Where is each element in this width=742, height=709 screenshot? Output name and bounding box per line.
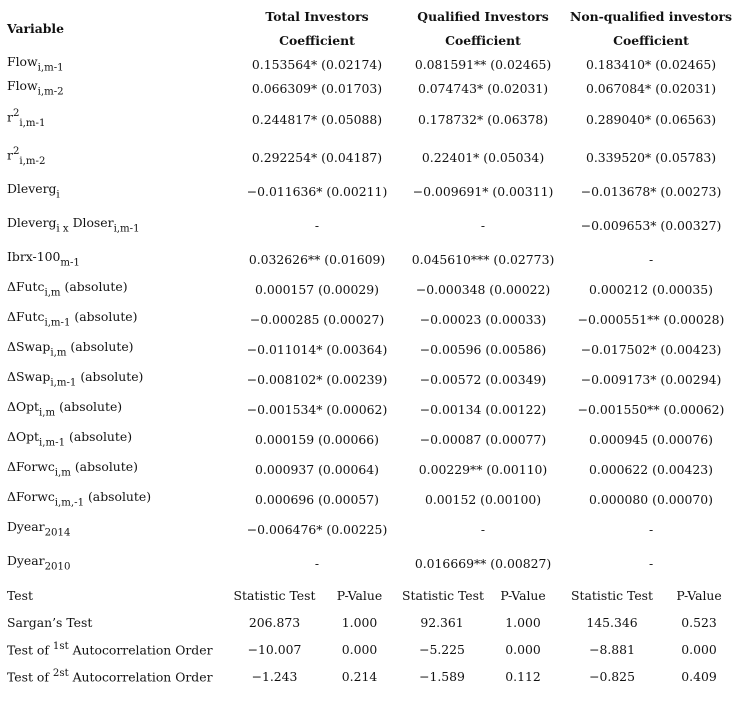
variable-name-cell xyxy=(4,52,232,76)
coefficient-cell: 0.000937 (0.00064) xyxy=(255,461,379,477)
coefficient-cell: 0.178732* (0.06378) xyxy=(417,111,549,127)
coefficient-cell: −0.00134 (0.00122) xyxy=(419,401,547,417)
variable-subscript: i,m-1 xyxy=(39,437,66,449)
coefficient-header-total: Coefficient xyxy=(279,32,355,48)
coefficient-cell: 0.000622 (0.00423) xyxy=(589,461,714,477)
variable-term: ΔFutc xyxy=(7,309,45,325)
variable-name-cell xyxy=(4,484,232,514)
statistic-value-cell: 145.346 xyxy=(586,615,638,630)
coefficient-cell: - xyxy=(480,521,486,537)
variable-row xyxy=(4,206,738,244)
coefficient-cell: −0.009653* (0.00327) xyxy=(580,217,722,233)
test-order-superscript: 2st xyxy=(52,668,69,680)
p-value-cell: 0.000 xyxy=(681,642,717,657)
variable-header: Variable xyxy=(7,20,65,36)
variable-term: Dyear xyxy=(7,519,45,535)
coefficient-cell: −0.000285 (0.00027) xyxy=(249,311,385,327)
coefficient-cell: −0.001534* (0.00062) xyxy=(246,401,388,417)
statistic-test-header: Statistic Test xyxy=(402,588,484,603)
coefficient-cell: −0.006476* (0.00225) xyxy=(246,521,388,537)
coefficient-cell: −0.008102* (0.00239) xyxy=(246,371,388,387)
coefficient-cell: 0.153564* (0.02174) xyxy=(251,56,383,72)
variable-suffix: (absolute) xyxy=(65,429,133,445)
coefficient-cell: −0.017502* (0.00423) xyxy=(580,341,722,357)
variable-suffix: (absolute) xyxy=(76,369,144,385)
coefficient-cell: −0.013678* (0.00273) xyxy=(580,183,722,199)
variable-subscript: i,m-2 xyxy=(37,86,64,98)
statistic-value-cell: 92.361 xyxy=(420,615,464,630)
p-value-cell: 0.000 xyxy=(505,642,541,657)
variable-name-cell xyxy=(4,544,232,582)
coefficient-cell: 0.000212 (0.00035) xyxy=(589,281,714,297)
group-header-nonqualified: Non-qualified investors xyxy=(570,8,733,24)
coefficient-cell: −0.001550** (0.00062) xyxy=(577,401,725,417)
variable-name-cell xyxy=(4,138,232,176)
variable-suffix: (absolute) xyxy=(70,459,138,475)
statistic-value-cell: −5.225 xyxy=(419,642,465,657)
test-row xyxy=(4,663,738,690)
coefficient-cell: −0.00596 (0.00586) xyxy=(419,341,547,357)
variable-row xyxy=(4,274,738,304)
coefficient-cell: 0.074743* (0.02031) xyxy=(417,80,549,96)
test-name-cell xyxy=(4,663,232,690)
coefficient-cell: 0.00152 (0.00100) xyxy=(424,491,542,507)
variable-subscript: i x xyxy=(56,223,69,235)
coefficient-cell: −0.00572 (0.00349) xyxy=(419,371,547,387)
variable-subscript: i,m-1 xyxy=(44,317,71,329)
variable-row xyxy=(4,514,738,544)
statistic-value-cell: 206.873 xyxy=(248,615,301,630)
coefficient-cell: - xyxy=(314,217,320,233)
p-value-cell: 0.214 xyxy=(341,669,378,684)
variable-subscript: i,m-1 xyxy=(37,62,64,74)
variable-subscript: i,m-1 xyxy=(50,377,77,389)
variable-suffix: (absolute) xyxy=(84,489,152,505)
statistic-test-header: Statistic Test xyxy=(233,588,316,603)
variable-term: ΔForwc xyxy=(7,489,55,505)
coefficient-cell: 0.000080 (0.00070) xyxy=(589,491,714,507)
coefficient-cell: 0.183410* (0.02465) xyxy=(585,56,717,72)
group-header-total: Total Investors xyxy=(265,8,369,24)
coefficient-cell: 0.22401* (0.05034) xyxy=(421,149,545,165)
variable-subscript: i xyxy=(56,189,60,201)
variable-row xyxy=(4,394,738,424)
variable-name-cell xyxy=(4,364,232,394)
variable-subscript: i,m xyxy=(44,287,61,299)
coefficient-cell: 0.045610*** (0.02773) xyxy=(411,251,555,267)
p-value-cell: 1.000 xyxy=(341,615,378,630)
variable-superscript: 2 xyxy=(12,108,20,120)
group-header-qualified: Qualified Investors xyxy=(417,8,549,24)
variable-name-cell xyxy=(4,304,232,334)
p-value-cell: 0.409 xyxy=(681,669,717,684)
variable-subscript: i,m xyxy=(54,467,71,479)
coefficient-cell: 0.000945 (0.00076) xyxy=(589,431,714,447)
variable-name-cell xyxy=(4,76,232,100)
variable-suffix: (absolute) xyxy=(70,309,138,325)
p-value-header: P-Value xyxy=(336,588,383,603)
coefficient-header-nonqualified: Coefficient xyxy=(613,32,689,48)
variable-name-cell xyxy=(4,100,232,138)
variable-name-cell xyxy=(4,394,232,424)
variable-row xyxy=(4,334,738,364)
variable-suffix: (absolute) xyxy=(66,339,134,355)
p-value-header: P-Value xyxy=(676,588,722,603)
variable-term: ΔFutc xyxy=(7,279,45,295)
test-name: Test of xyxy=(7,642,53,658)
statistic-value-cell: −0.825 xyxy=(589,669,635,684)
coefficient-cell: 0.066309* (0.01703) xyxy=(251,80,383,96)
test-header-row xyxy=(4,582,738,609)
variable-term: Dleverg xyxy=(7,181,57,197)
test-row xyxy=(4,609,738,636)
variable-subscript: m-1 xyxy=(60,257,80,269)
coefficient-cell: −0.011636* (0.00211) xyxy=(246,183,388,199)
coefficient-cell: −0.00023 (0.00033) xyxy=(419,311,547,327)
coefficient-cell: 0.000159 (0.00066) xyxy=(255,431,379,447)
variable-suffix: (absolute) xyxy=(60,279,128,295)
coefficient-cell: −0.009173* (0.00294) xyxy=(580,371,722,387)
coefficient-header-qualified: Coefficient xyxy=(445,32,521,48)
header-row-groups xyxy=(4,4,738,28)
variable-row xyxy=(4,176,738,206)
coefficient-cell: - xyxy=(480,217,486,233)
variable-term: Flow xyxy=(7,54,38,70)
variable-subscript: i,m-1 xyxy=(113,223,140,235)
variable-row xyxy=(4,138,738,176)
coefficient-cell: 0.016669** (0.00827) xyxy=(414,555,552,571)
variable-term: Dyear xyxy=(7,553,45,569)
variable-name-cell xyxy=(4,514,232,544)
variable-name-cell xyxy=(4,424,232,454)
variable-row xyxy=(4,76,738,100)
variable-row xyxy=(4,52,738,76)
variable-name-cell xyxy=(4,334,232,364)
test-name-suffix: Autocorrelation Order xyxy=(68,642,213,658)
variable-row xyxy=(4,484,738,514)
statistic-value-cell: −10.007 xyxy=(247,642,302,657)
coefficient-cell: 0.000696 (0.00057) xyxy=(255,491,379,507)
statistic-value-cell: −1.243 xyxy=(251,669,298,684)
statistic-test-header: Statistic Test xyxy=(571,588,653,603)
coefficient-cell: 0.032626** (0.01609) xyxy=(248,251,386,267)
p-value-cell: 0.523 xyxy=(681,615,717,630)
p-value-cell: 0.112 xyxy=(505,669,541,684)
statistic-value-cell: −1.589 xyxy=(419,669,465,684)
variable-suffix: (absolute) xyxy=(55,399,123,415)
test-name-suffix: Autocorrelation Order xyxy=(68,669,213,685)
variable-term: Ibrx-100 xyxy=(7,249,61,265)
test-row xyxy=(4,636,738,663)
variable-term: ΔForwc xyxy=(7,459,55,475)
variable-name-cell xyxy=(4,454,232,484)
variable-row xyxy=(4,100,738,138)
variable-subscript: i,m-1 xyxy=(19,118,46,130)
test-header-label: Test xyxy=(7,588,33,603)
variable-term: r xyxy=(7,148,13,163)
test-name: Sargan’s Test xyxy=(7,615,93,630)
p-value-cell: 0.000 xyxy=(341,642,378,657)
variable-term: ΔSwap xyxy=(7,369,51,385)
coefficient-cell: −0.011014* (0.00364) xyxy=(246,341,388,357)
variable-subscript: i,m xyxy=(50,347,67,359)
coefficient-cell: 0.292254* (0.04187) xyxy=(251,149,383,165)
variable-row xyxy=(4,244,738,274)
variable-name-cell xyxy=(4,274,232,304)
variable-row xyxy=(4,454,738,484)
test-name: Test of xyxy=(7,669,53,685)
variable-term: ΔOpt xyxy=(7,429,40,445)
statistic-value-cell: −8.881 xyxy=(589,642,635,657)
test-name-cell xyxy=(4,636,232,663)
coefficient-cell: - xyxy=(648,251,654,267)
coefficient-cell: 0.289040* (0.06563) xyxy=(585,111,717,127)
coefficient-cell: 0.067084* (0.02031) xyxy=(585,80,717,96)
coefficient-cell: −0.000551** (0.00028) xyxy=(577,311,725,327)
regression-results-table xyxy=(4,4,738,690)
variable-term: r xyxy=(7,110,13,125)
variable-subscript: i,m xyxy=(39,407,56,419)
variable-subscript: i,m,-1 xyxy=(54,497,85,509)
variable-term: ΔOpt xyxy=(7,399,40,415)
coefficient-cell: - xyxy=(648,555,654,571)
p-value-header: P-Value xyxy=(500,588,546,603)
variable-subscript: 2014 xyxy=(44,527,71,539)
test-order-superscript: 1st xyxy=(52,641,69,653)
coefficient-cell: 0.081591** (0.02465) xyxy=(414,56,552,72)
variable-row xyxy=(4,364,738,394)
variable-row xyxy=(4,544,738,582)
coefficient-cell: 0.000157 (0.00029) xyxy=(255,281,379,297)
test-name-cell xyxy=(4,609,232,636)
variable-subscript: 2010 xyxy=(44,561,71,573)
variable-subscript: i,m-2 xyxy=(19,156,46,168)
coefficient-cell: 0.339520* (0.05783) xyxy=(585,149,717,165)
variable-interaction-term: Dloser xyxy=(68,215,114,231)
variable-superscript: 2 xyxy=(12,146,20,158)
variable-term: ΔSwap xyxy=(7,339,51,355)
coefficient-cell: −0.00087 (0.00077) xyxy=(419,431,547,447)
variable-term: Dleverg xyxy=(7,215,57,231)
variable-row xyxy=(4,424,738,454)
coefficient-cell: - xyxy=(314,555,320,571)
variable-row xyxy=(4,304,738,334)
variable-name-cell xyxy=(4,244,232,274)
variable-name-cell xyxy=(4,176,232,206)
coefficient-cell: −0.009691* (0.00311) xyxy=(412,183,554,199)
coefficient-cell: 0.244817* (0.05088) xyxy=(251,111,383,127)
variable-term: Flow xyxy=(7,78,38,94)
p-value-cell: 1.000 xyxy=(505,615,541,630)
variable-name-cell xyxy=(4,206,232,244)
coefficient-cell: 0.00229** (0.00110) xyxy=(418,461,548,477)
coefficient-cell: - xyxy=(648,521,654,537)
coefficient-cell: −0.000348 (0.00022) xyxy=(415,281,551,297)
